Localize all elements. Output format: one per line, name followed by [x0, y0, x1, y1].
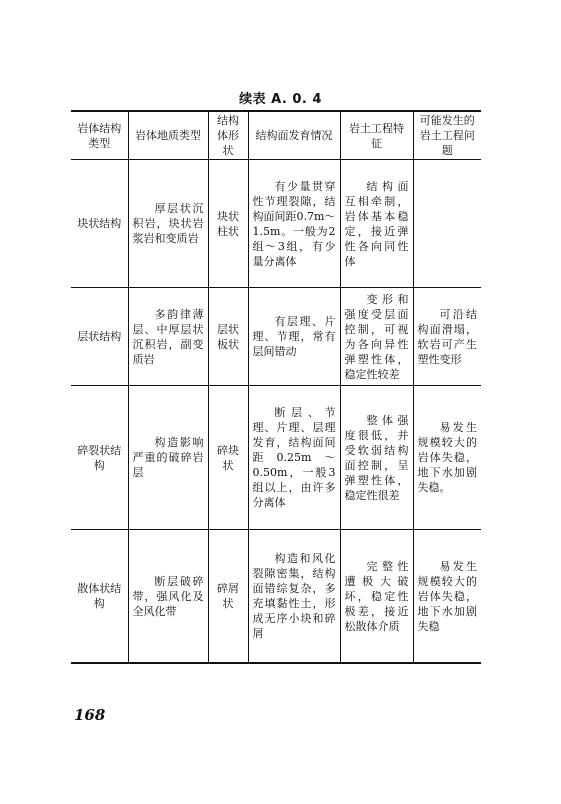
header-structure-shape: 结构体形状	[208, 111, 248, 160]
cell-engineering-features: 完整性遭极大破坏，稳定性极差，接近松散体介质	[340, 530, 413, 664]
cell-structure-type: 散体状结构	[71, 530, 128, 664]
cell-structure-type: 层状结构	[71, 288, 128, 386]
header-possible-problems: 可能发生的岩土工程问题	[413, 111, 481, 160]
cell-structure-shape: 块状柱状	[208, 160, 248, 288]
cell-discontinuity: 有少量贯穿性节理裂隙，结构面间距0.7m～1.5m。一般为2组～3组，有少量分离体	[248, 160, 340, 288]
header-engineering-features: 岩土工程特征	[340, 111, 413, 160]
cell-discontinuity: 构造和风化裂隙密集，结构面错综复杂，多充填黏性土，形成无序小块和碎屑	[248, 530, 340, 664]
cell-discontinuity: 有层理、片理、节理，常有层间错动	[248, 288, 340, 386]
cell-structure-shape: 碎块状	[208, 386, 248, 530]
cell-possible-problems: 可沿结构面滑塌，软岩可产生塑性变形	[413, 288, 481, 386]
page-number: 168	[74, 706, 106, 724]
cell-discontinuity: 断层、节理、片理、层理发育，结构面间距0.25m～0.50m，一般3组以上，由许多分离体	[248, 386, 340, 530]
header-geology-type: 岩体地质类型	[128, 111, 208, 160]
table-title: 续表 A. 0. 4	[239, 92, 322, 107]
table-row	[71, 386, 481, 530]
rock-structure-table	[71, 110, 481, 664]
table-row	[71, 530, 481, 664]
cell-geology-type: 构造影响严重的破碎岩层	[128, 386, 208, 530]
cell-geology-type: 断层破碎带，强风化及全风化带	[128, 530, 208, 664]
cell-structure-shape: 碎屑状	[208, 530, 248, 664]
cell-possible-problems: 易发生规模较大的岩体失稳，地下水加剧失稳。	[413, 386, 481, 530]
cell-engineering-features: 变形和强度受层面控制，可视为各向异性弹塑性体，稳定性较差	[340, 288, 413, 386]
cell-structure-type: 碎裂状结构	[71, 386, 128, 530]
header-discontinuity: 结构面发育情况	[248, 111, 340, 160]
cell-structure-shape: 层状板状	[208, 288, 248, 386]
table-row	[71, 288, 481, 386]
cell-possible-problems: 易发生规模较大的岩体失稳，地下水加剧失稳	[413, 530, 481, 664]
cell-engineering-features: 整体强度很低，并受软弱结构面控制，呈弹塑性体，稳定性很差	[340, 386, 413, 530]
table-header-row	[71, 111, 481, 160]
cell-structure-type: 块状结构	[71, 160, 128, 288]
table-row	[71, 160, 481, 288]
cell-geology-type: 厚层状沉积岩，块状岩浆岩和变质岩	[128, 160, 208, 288]
cell-engineering-features: 结构面互相牵制，岩体基本稳定，接近弹性各向同性体	[340, 160, 413, 288]
cell-geology-type: 多韵律薄层、中厚层状沉积岩，副变质岩	[128, 288, 208, 386]
header-structure-type: 岩体结构类型	[71, 111, 128, 160]
cell-possible-problems	[413, 160, 481, 288]
